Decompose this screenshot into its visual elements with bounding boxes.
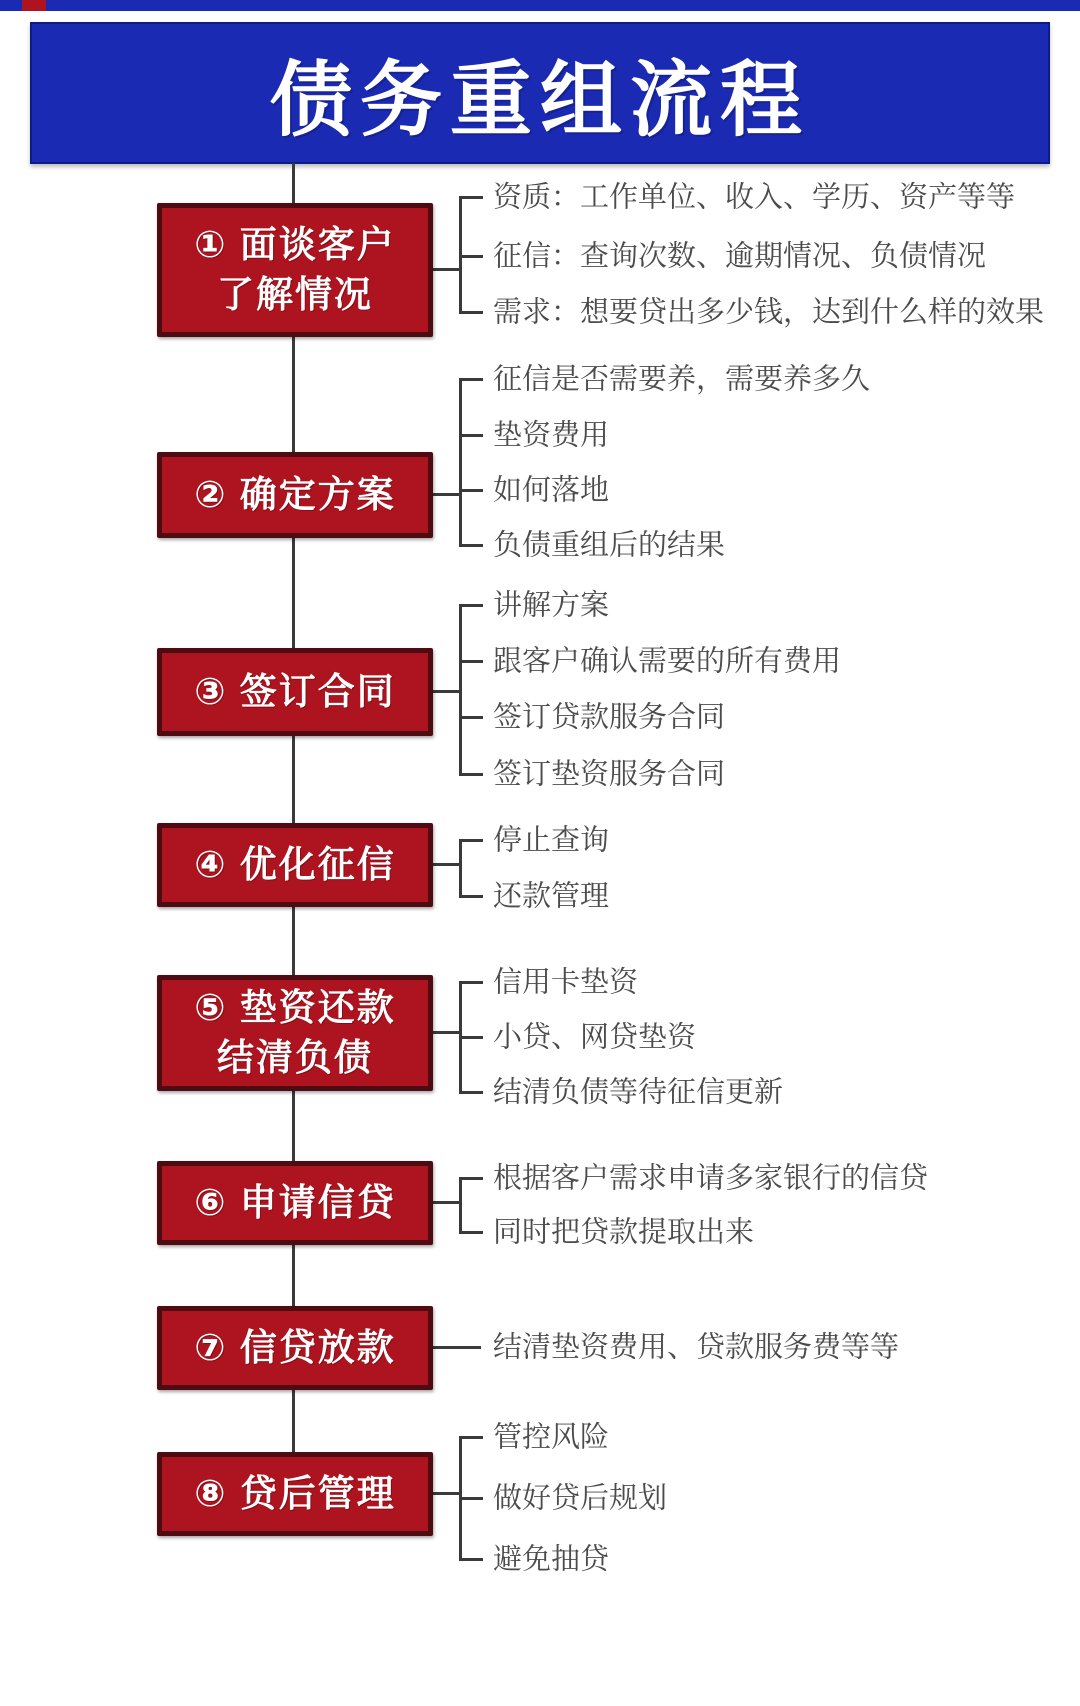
step-box-loan-disburse	[157, 1306, 433, 1390]
detail-item: 如何落地	[493, 474, 610, 507]
step-8-branch-line	[459, 1436, 483, 1439]
detail-item: 还款管理	[493, 880, 610, 913]
detail-item: 小贷、网贷垫资	[493, 1021, 697, 1054]
step-2-branch-line	[459, 378, 483, 381]
step-3-connector-line	[433, 690, 461, 693]
detail-item: 垫资费用	[493, 419, 610, 452]
detail-item: 避免抽贷	[493, 1543, 610, 1576]
step-8-branch-line	[459, 1497, 483, 1500]
step-box-advance-repay	[157, 975, 433, 1091]
top-edge-red-accent	[22, 0, 46, 11]
detail-item: 征信：查询次数、逾期情况、负债情况	[493, 240, 987, 273]
step-3-branch-line	[459, 604, 483, 607]
step-box-contract	[157, 648, 433, 736]
step-1-branch-line	[459, 311, 483, 314]
detail-item: 结清垫资费用、贷款服务费等等	[493, 1331, 900, 1364]
step-2-label: ② 确定方案	[194, 474, 396, 516]
step-2-branch-line	[459, 544, 483, 547]
detail-item: 签订贷款服务合同	[493, 701, 726, 734]
step-box-apply-credit	[157, 1161, 433, 1245]
step-4-connector-line	[433, 863, 461, 866]
step-3-branch-line	[459, 716, 483, 719]
step-8-branch-line	[459, 1558, 483, 1561]
step-1-label-line1: ① 面谈客户	[194, 224, 396, 266]
step-box-post-loan	[157, 1452, 433, 1536]
step-5-branch-line	[459, 1036, 483, 1039]
detail-item: 做好贷后规划	[493, 1482, 668, 1515]
detail-item: 跟客户确认需要的所有费用	[493, 645, 842, 678]
detail-item: 结清负债等待征信更新	[493, 1076, 784, 1109]
step-5-branch-line	[459, 981, 483, 984]
step-2-branch-line	[459, 434, 483, 437]
step-1-branch-line	[459, 196, 483, 199]
step-4-branch-line	[459, 895, 483, 898]
step-1-connector-line	[433, 268, 461, 271]
step-6-connector-line	[433, 1201, 461, 1204]
step-6-bracket-line	[459, 1177, 462, 1234]
step-2-branch-line	[459, 489, 483, 492]
step-5-branch-line	[459, 1091, 483, 1094]
step-4-label: ④ 优化征信	[194, 844, 396, 886]
step-box-plan	[157, 452, 433, 538]
top-edge-strip	[0, 0, 1080, 11]
step-box-interview	[157, 203, 433, 337]
step-8-label: ⑧ 贷后管理	[194, 1473, 396, 1515]
detail-item: 信用卡垫资	[493, 966, 639, 999]
step-3-bracket-line	[459, 604, 462, 776]
detail-item: 征信是否需要养，需要养多久	[493, 363, 871, 396]
detail-item: 同时把贷款提取出来	[493, 1216, 755, 1249]
detail-item: 签订垫资服务合同	[493, 758, 726, 791]
detail-item: 停止查询	[493, 824, 610, 857]
step-6-branch-line	[459, 1231, 483, 1234]
detail-item: 资质：工作单位、收入、学历、资产等等	[493, 181, 1016, 214]
step-8-connector-line	[433, 1492, 461, 1495]
step-1-branch-line	[459, 255, 483, 258]
step-1-label-line2: 了解情况	[217, 274, 373, 315]
step-box-credit-optimize	[157, 823, 433, 907]
detail-item: 管控风险	[493, 1421, 610, 1454]
step-4-branch-line	[459, 839, 483, 842]
step-7-connector-line	[433, 1346, 481, 1349]
step-2-connector-line	[433, 493, 461, 496]
step-7-label: ⑦ 信贷放款	[194, 1327, 396, 1369]
title-banner	[30, 22, 1050, 164]
step-3-branch-line	[459, 773, 483, 776]
detail-item: 负债重组后的结果	[493, 529, 726, 562]
flow-spine-line	[292, 163, 295, 1459]
step-5-connector-line	[433, 1031, 461, 1034]
detail-item: 需求：想要贷出多少钱，达到什么样的效果	[493, 296, 1045, 329]
step-6-label: ⑥ 申请信贷	[194, 1182, 396, 1224]
step-3-branch-line	[459, 660, 483, 663]
page-title: 债务重组流程	[269, 54, 810, 146]
step-6-branch-line	[459, 1177, 483, 1180]
step-2-bracket-line	[459, 378, 462, 547]
step-4-bracket-line	[459, 839, 462, 898]
detail-item: 讲解方案	[493, 589, 610, 622]
step-3-label: ③ 签订合同	[194, 671, 396, 713]
step-5-label-line1: ⑤ 垫资还款	[194, 987, 396, 1029]
detail-item: 根据客户需求申请多家银行的信贷	[493, 1162, 929, 1195]
step-5-label-line2: 结清负债	[217, 1037, 373, 1078]
